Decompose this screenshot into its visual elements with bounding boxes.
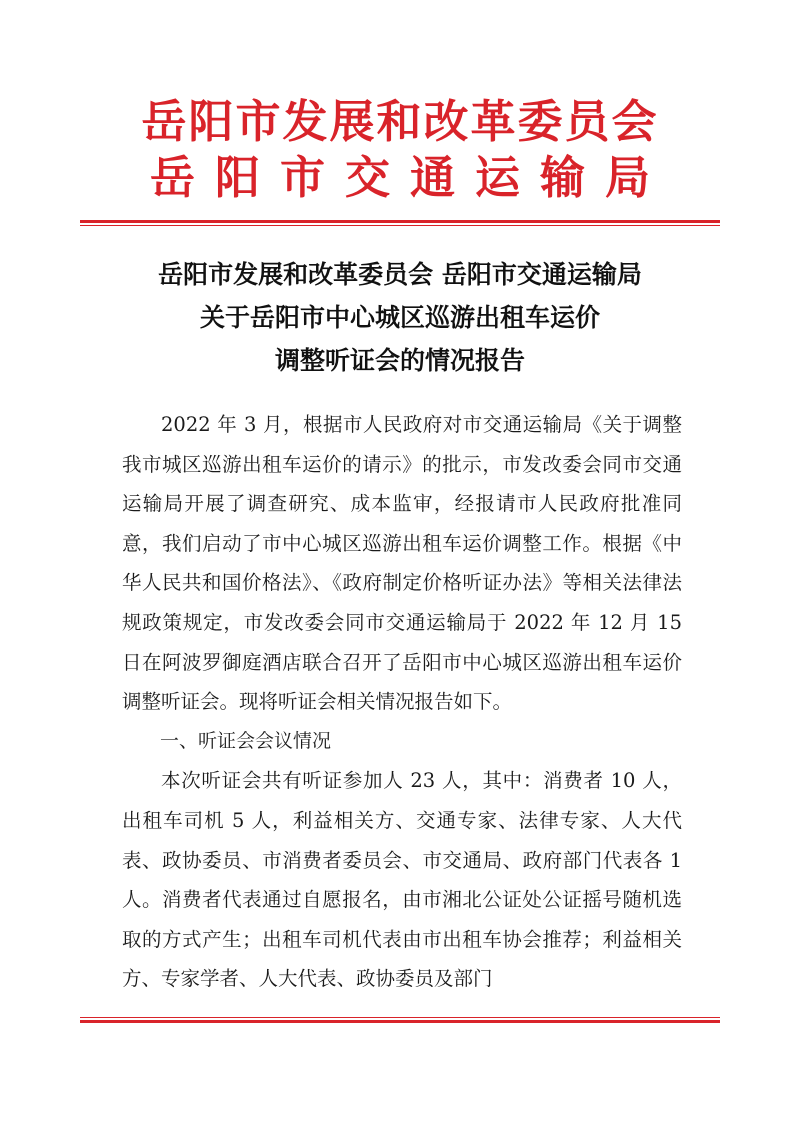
document-title [100, 253, 700, 382]
document-body [122, 405, 682, 999]
body-paragraph-1: 2022 年 3 月，根据市人民政府对市交通运输局《关于调整我市城区巡游出租车运价的请示》的批示，市发改委会同市交通运输局开展了调查研究、成本监审，经报请市人民政府批准同意，我们启动了市中心城区巡游出租车运价调整工作。根据《中华人民共和国价格法》、《政府制定价格听证办法》等相关法律法规政策规定，市发改委会同市交通运输局于 2022 年 12 月 15 日在阿波罗御庭酒店联合召开了岳阳市中心城区巡游出租车运价调整听证会。现将听证会相关情况报告如下。 [122, 413, 682, 714]
masthead-issuer-1: 岳阳市发展和改革委员会 [141, 95, 659, 148]
masthead-divider-thin [80, 225, 720, 226]
masthead-issuer-2: 岳阳市交通运输局 [149, 151, 670, 204]
body-paragraph-2: 本次听证会共有听证参加人 23 人，其中：消费者 10 人，出租车司机 5 人，利益相关方、交通专家、法律专家、人大代表、政协委员、市消费者委员会、市交通局、政府部门代表各 1 人。消费者代表通过自愿报名，由市湘北公证处公证摇号随机选取的方式产生；出租车司机代表由市出租车协会推荐；利益相关方、专家学者、人大代表、政协委员及部门 [122, 769, 682, 991]
footer-divider-thin [80, 1017, 720, 1018]
footer-divider-thick [80, 1020, 720, 1023]
section-heading-1: 一、听证会会议情况 [160, 729, 332, 752]
title-line-1: 岳阳市发展和改革委员会 岳阳市交通运输局 [158, 260, 642, 289]
title-line-3: 调整听证会的情况报告 [274, 346, 525, 375]
masthead-divider-thick [80, 220, 720, 223]
title-line-2: 关于岳阳市中心城区巡游出租车运价 [199, 303, 600, 332]
